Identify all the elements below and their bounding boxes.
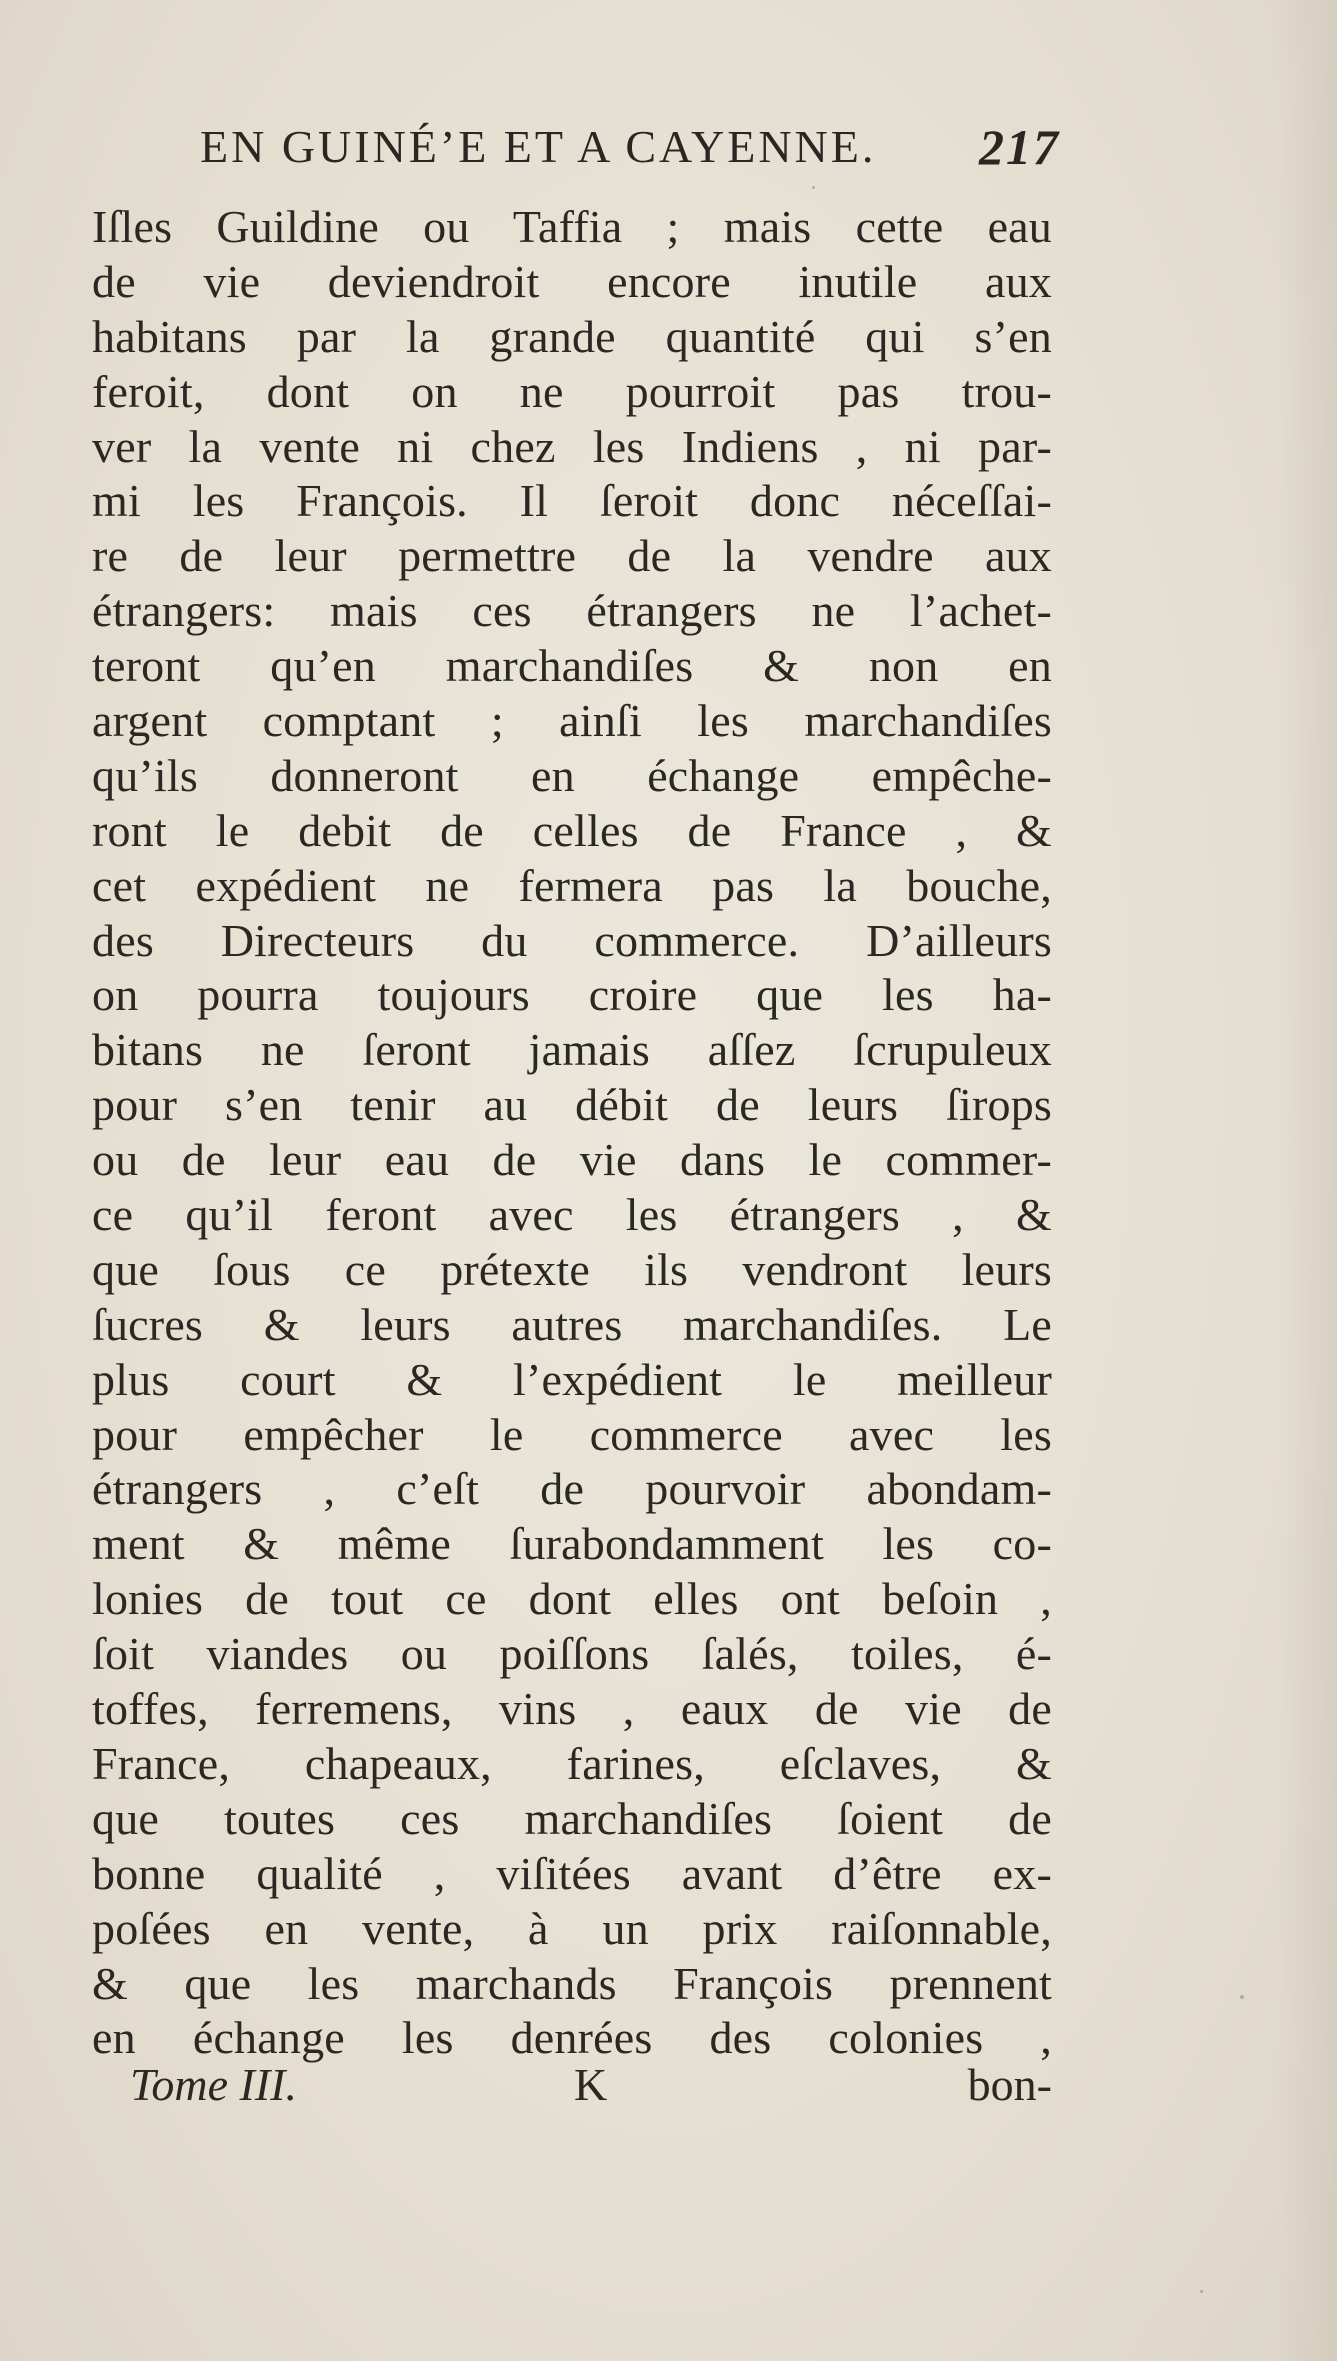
- text-line: on pourra toujours croire que les ha-: [92, 969, 1052, 1021]
- text-line: que toutes ces marchandiſes ſoient de: [92, 1792, 1052, 1844]
- text-line: ſoit viandes ou poiſſons ſalés, toiles, é-: [92, 1628, 1052, 1680]
- text-line: bonne qualité , viſitées avant d’être ex-: [92, 1847, 1052, 1899]
- text-line: teront qu’en marchandiſes & non en: [92, 640, 1052, 692]
- text-line: étrangers: mais ces étrangers ne l’achet-: [92, 585, 1052, 637]
- text-line: cet expédient ne fermera pas la bouche,: [92, 859, 1052, 911]
- page-footer: [130, 2058, 1052, 2118]
- running-head: [200, 120, 1060, 190]
- text-line: qu’ils donneront en échange empêche-: [92, 749, 1052, 801]
- text-line: étrangers , c’eſt de pourvoir abondam-: [92, 1463, 1052, 1515]
- text-line: ce qu’il feront avec les étrangers , &: [92, 1189, 1052, 1241]
- body-text: [92, 200, 1052, 2066]
- text-line: poſées en vente, à un prix raiſonnable,: [92, 1902, 1052, 1954]
- text-line: ver la vente ni chez les Indiens , ni par-: [92, 420, 1052, 472]
- text-line: re de leur permettre de la vendre aux: [92, 530, 1052, 582]
- text-line: mi les François. Il ſeroit donc néceſſai-: [92, 475, 1052, 527]
- text-line: plus court & l’expédient le meilleur: [92, 1353, 1052, 1405]
- text-line: & que les marchands François prennent: [92, 1957, 1052, 2009]
- text-line: Iſles Guildine ou Taffia ; mais cette eau: [92, 201, 1052, 252]
- text-line: que ſous ce prétexte ils vendront leurs: [92, 1243, 1052, 1295]
- text-line: de vie deviendroit encore inutile aux: [92, 255, 1052, 307]
- page-number: 217: [979, 119, 1060, 175]
- text-line: toffes, ferremens, vins , eaux de vie de: [92, 1683, 1052, 1735]
- text-line: bitans ne ſeront jamais aſſez ſcrupuleux: [92, 1024, 1052, 1076]
- paper-speck: [1200, 2290, 1203, 2293]
- text-line: ront le debit de celles de France , &: [92, 804, 1052, 856]
- volume-label: Tome III.: [130, 2059, 297, 2110]
- text-line: ment & même ſurabondamment les co-: [92, 1518, 1052, 1570]
- catchword: bon-: [967, 2059, 1052, 2110]
- text-line: feroit, dont on ne pourroit pas trou-: [92, 365, 1052, 417]
- text-line: ſucres & leurs autres marchandiſes. Le: [92, 1298, 1052, 1350]
- signature-mark: K: [574, 2059, 608, 2110]
- text-line: pour s’en tenir au débit de leurs ſirops: [92, 1079, 1052, 1131]
- text-line: argent comptant ; ainſi les marchandiſes: [92, 695, 1052, 747]
- text-line: des Directeurs du commerce. D’ailleurs: [92, 914, 1052, 966]
- paper-speck: [812, 186, 815, 189]
- text-line: en échange les denrées des colonies ,: [92, 2012, 1052, 2064]
- text-line: pour empêcher le commerce avec les: [92, 1408, 1052, 1460]
- text-line: ou de leur eau de vie dans le commer-: [92, 1134, 1052, 1186]
- text-line: lonies de tout ce dont elles ont beſoin ,: [92, 1573, 1052, 1625]
- paper-speck: [1240, 1995, 1244, 1999]
- text-line: habitans par la grande quantité qui s’en: [92, 310, 1052, 362]
- running-title: EN GUINÉ’E ET A CAYENNE.: [200, 121, 877, 172]
- text-line: France, chapeaux, farines, eſclaves, &: [92, 1737, 1052, 1789]
